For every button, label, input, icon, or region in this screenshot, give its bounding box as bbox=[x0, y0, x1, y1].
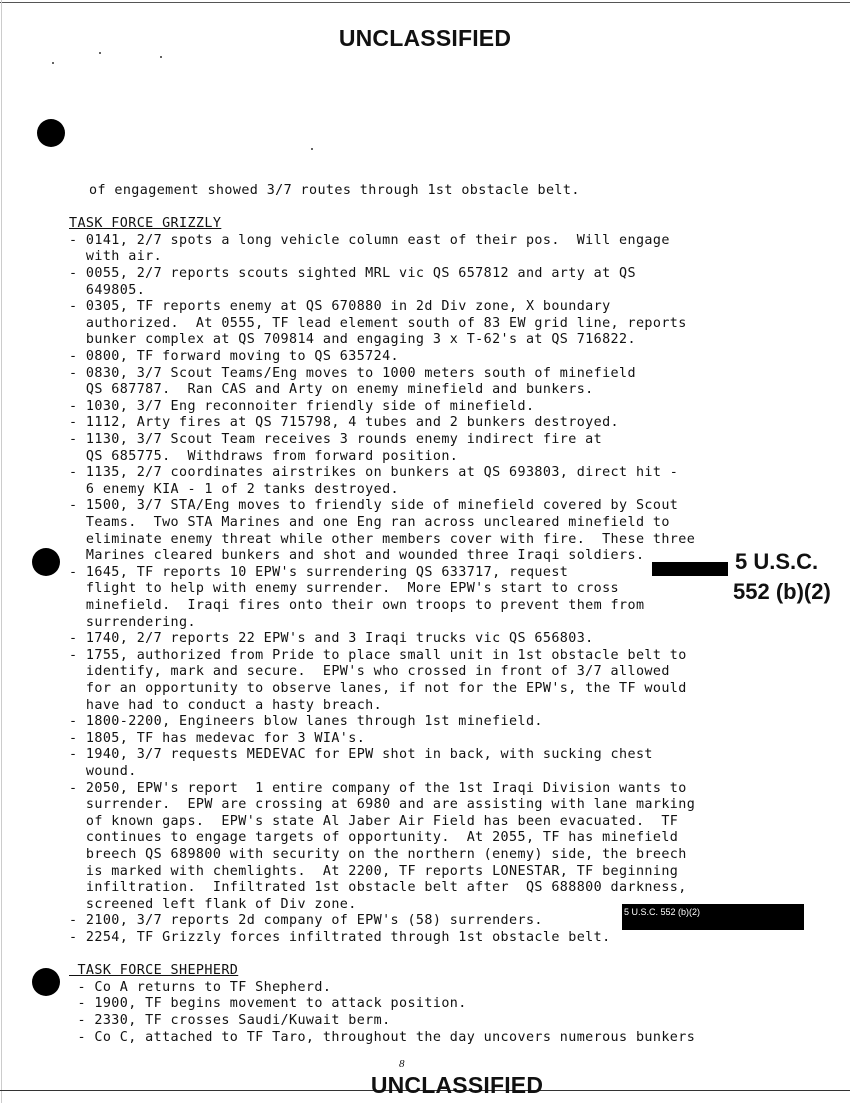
scan-speck bbox=[160, 56, 162, 58]
scan-speck bbox=[99, 52, 101, 54]
body-line: - 1755, authorized from Pride to place small unit in 1st obstacle belt to bbox=[69, 647, 687, 663]
body-line: - 0055, 2/7 reports scouts sighted MRL vic QS 657812 and arty at QS bbox=[69, 266, 636, 281]
body-line: - 1500, 3/7 STA/Eng moves to friendly side of minefield covered by Scout bbox=[69, 498, 679, 514]
top-border-line bbox=[0, 2, 850, 3]
section-heading: TASK FORCE GRIZZLY bbox=[69, 216, 222, 232]
punch-hole-bottom bbox=[32, 968, 60, 996]
body-line: Marines cleared bunkers and shot and wounded three Iraqi soldiers. bbox=[69, 548, 645, 564]
scan-speck bbox=[311, 148, 313, 150]
body-line: - 1030, 3/7 Eng reconnoiter friendly side of minefield. bbox=[69, 398, 535, 414]
body-line: 649805. bbox=[69, 282, 146, 298]
body-line: - 0305, TF reports enemy at QS 670880 in 2d Div zone, X boundary bbox=[69, 299, 611, 315]
body-line: - 1130, 3/7 Scout Team receives 3 rounds enemy indirect fire at bbox=[69, 432, 603, 447]
body-line: QS 687787. Ran CAS and Arty on enemy minefield and bunkers. bbox=[69, 382, 594, 398]
body-line: is marked with chemlights. At 2200, TF reports LONESTAR, TF beginning bbox=[69, 863, 679, 879]
left-border-line bbox=[1, 0, 2, 1103]
body-line: QS 685775. Withdraws from forward position. bbox=[69, 448, 459, 464]
punch-hole-middle bbox=[32, 548, 60, 576]
body-line: wound. bbox=[69, 764, 137, 779]
body-line: - Co C, attached to TF Taro, throughout the day uncovers numerous bunkers bbox=[69, 1029, 696, 1045]
body-line: - 1805, TF has medevac for 3 WIA's. bbox=[69, 730, 366, 746]
body-line: - 1900, TF begins movement to attack position. bbox=[69, 996, 467, 1012]
body-line: - 1740, 2/7 reports 22 EPW's and 3 Iraqi trucks vic QS 656803. bbox=[69, 631, 594, 647]
body-line: - 1135, 2/7 coordinates airstrikes on bunkers at QS 693803, direct hit - bbox=[69, 465, 679, 481]
body-line: minefield. Iraqi fires onto their own troops to prevent them from bbox=[69, 598, 645, 613]
section-heading: TASK FORCE SHEPHERD bbox=[69, 963, 239, 979]
body-line: - 1940, 3/7 requests MEDEVAC for EPW shot in back, with sucking chest bbox=[69, 747, 653, 763]
scan-speck bbox=[52, 62, 54, 64]
body-line: infiltration. Infiltrated 1st obstacle belt after QS 688800 darkness, bbox=[69, 880, 687, 896]
redaction-bar bbox=[652, 562, 728, 576]
body-line: - 1645, TF reports 10 EPW's surrendering QS 633717, request bbox=[69, 564, 569, 580]
body-line: - 1800-2200, Engineers blow lanes through 1st minefield. bbox=[69, 714, 543, 730]
classification-header: UNCLASSIFIED bbox=[338, 25, 512, 51]
body-line: flight to help with enemy surrender. More EPW's start to cross bbox=[69, 581, 620, 597]
punch-hole-top bbox=[37, 119, 65, 147]
body-line: of engagement showed 3/7 routes through 1st obstacle belt. bbox=[89, 183, 580, 198]
body-line: identify, mark and secure. EPW's who crossed in front of 3/7 allowed bbox=[69, 664, 670, 680]
body-line: - 2254, TF Grizzly forces infiltrated through 1st obstacle belt. bbox=[69, 930, 611, 945]
body-line: - 2100, 3/7 reports 2d company of EPW's (58) surrenders. bbox=[69, 913, 543, 929]
body-line: of known gaps. EPW's state Al Jaber Air Field has been evacuated. TF bbox=[69, 813, 679, 829]
body-line: surrendering. bbox=[69, 614, 196, 630]
body-line: - 2050, EPW's report 1 entire company of the 1st Iraqi Division wants to bbox=[69, 780, 687, 796]
body-line: surrender. EPW are crossing at 6980 and are assisting with lane marking bbox=[69, 797, 696, 813]
body-line: bunker complex at QS 709814 and engaging 3 x T-62's at QS 716822. bbox=[69, 332, 636, 348]
body-line: with air. bbox=[69, 249, 163, 265]
body-line: - 0830, 3/7 Scout Teams/Eng moves to 1000 meters south of minefield bbox=[69, 365, 636, 381]
body-line: eliminate enemy threat while other members cover with fire. These three bbox=[69, 531, 696, 547]
exemption-label-line1: 5 U.S.C. bbox=[735, 549, 819, 574]
body-line: - Co A returns to TF Shepherd. bbox=[69, 979, 332, 995]
body-line: for an opportunity to observe lanes, if not for the EPW's, the TF would bbox=[69, 681, 687, 696]
page-number: 8 bbox=[399, 1058, 405, 1070]
exemption-label-line2: 552 (b)(2) bbox=[733, 579, 831, 604]
body-line: breech QS 689800 with security on the northern (enemy) side, the breech bbox=[69, 847, 687, 862]
body-line: have had to conduct a hasty breach. bbox=[69, 697, 383, 713]
classification-footer: UNCLASSIFIED bbox=[370, 1072, 544, 1098]
body-line: screened left flank of Div zone. bbox=[69, 896, 357, 912]
body-line: Teams. Two STA Marines and one Eng ran across uncleared minefield to bbox=[69, 515, 670, 530]
body-line: continues to engage targets of opportunity. At 2055, TF has minefield bbox=[69, 830, 679, 846]
body-line: - 0141, 2/7 spots a long vehicle column east of their pos. Will engage bbox=[69, 232, 670, 248]
body-line: authorized. At 0555, TF lead element south of 83 EW grid line, reports bbox=[69, 315, 687, 331]
body-line: - 2330, TF crosses Saudi/Kuwait berm. bbox=[69, 1013, 391, 1028]
body-line: 6 enemy KIA - 1 of 2 tanks destroyed. bbox=[69, 481, 400, 497]
body-line: - 0800, TF forward moving to QS 635724. bbox=[69, 349, 400, 364]
redaction-box-labeled: 5 U.S.C. 552 (b)(2) bbox=[622, 904, 804, 930]
body-line: - 1112, Arty fires at QS 715798, 4 tubes and 2 bunkers destroyed. bbox=[69, 415, 620, 431]
